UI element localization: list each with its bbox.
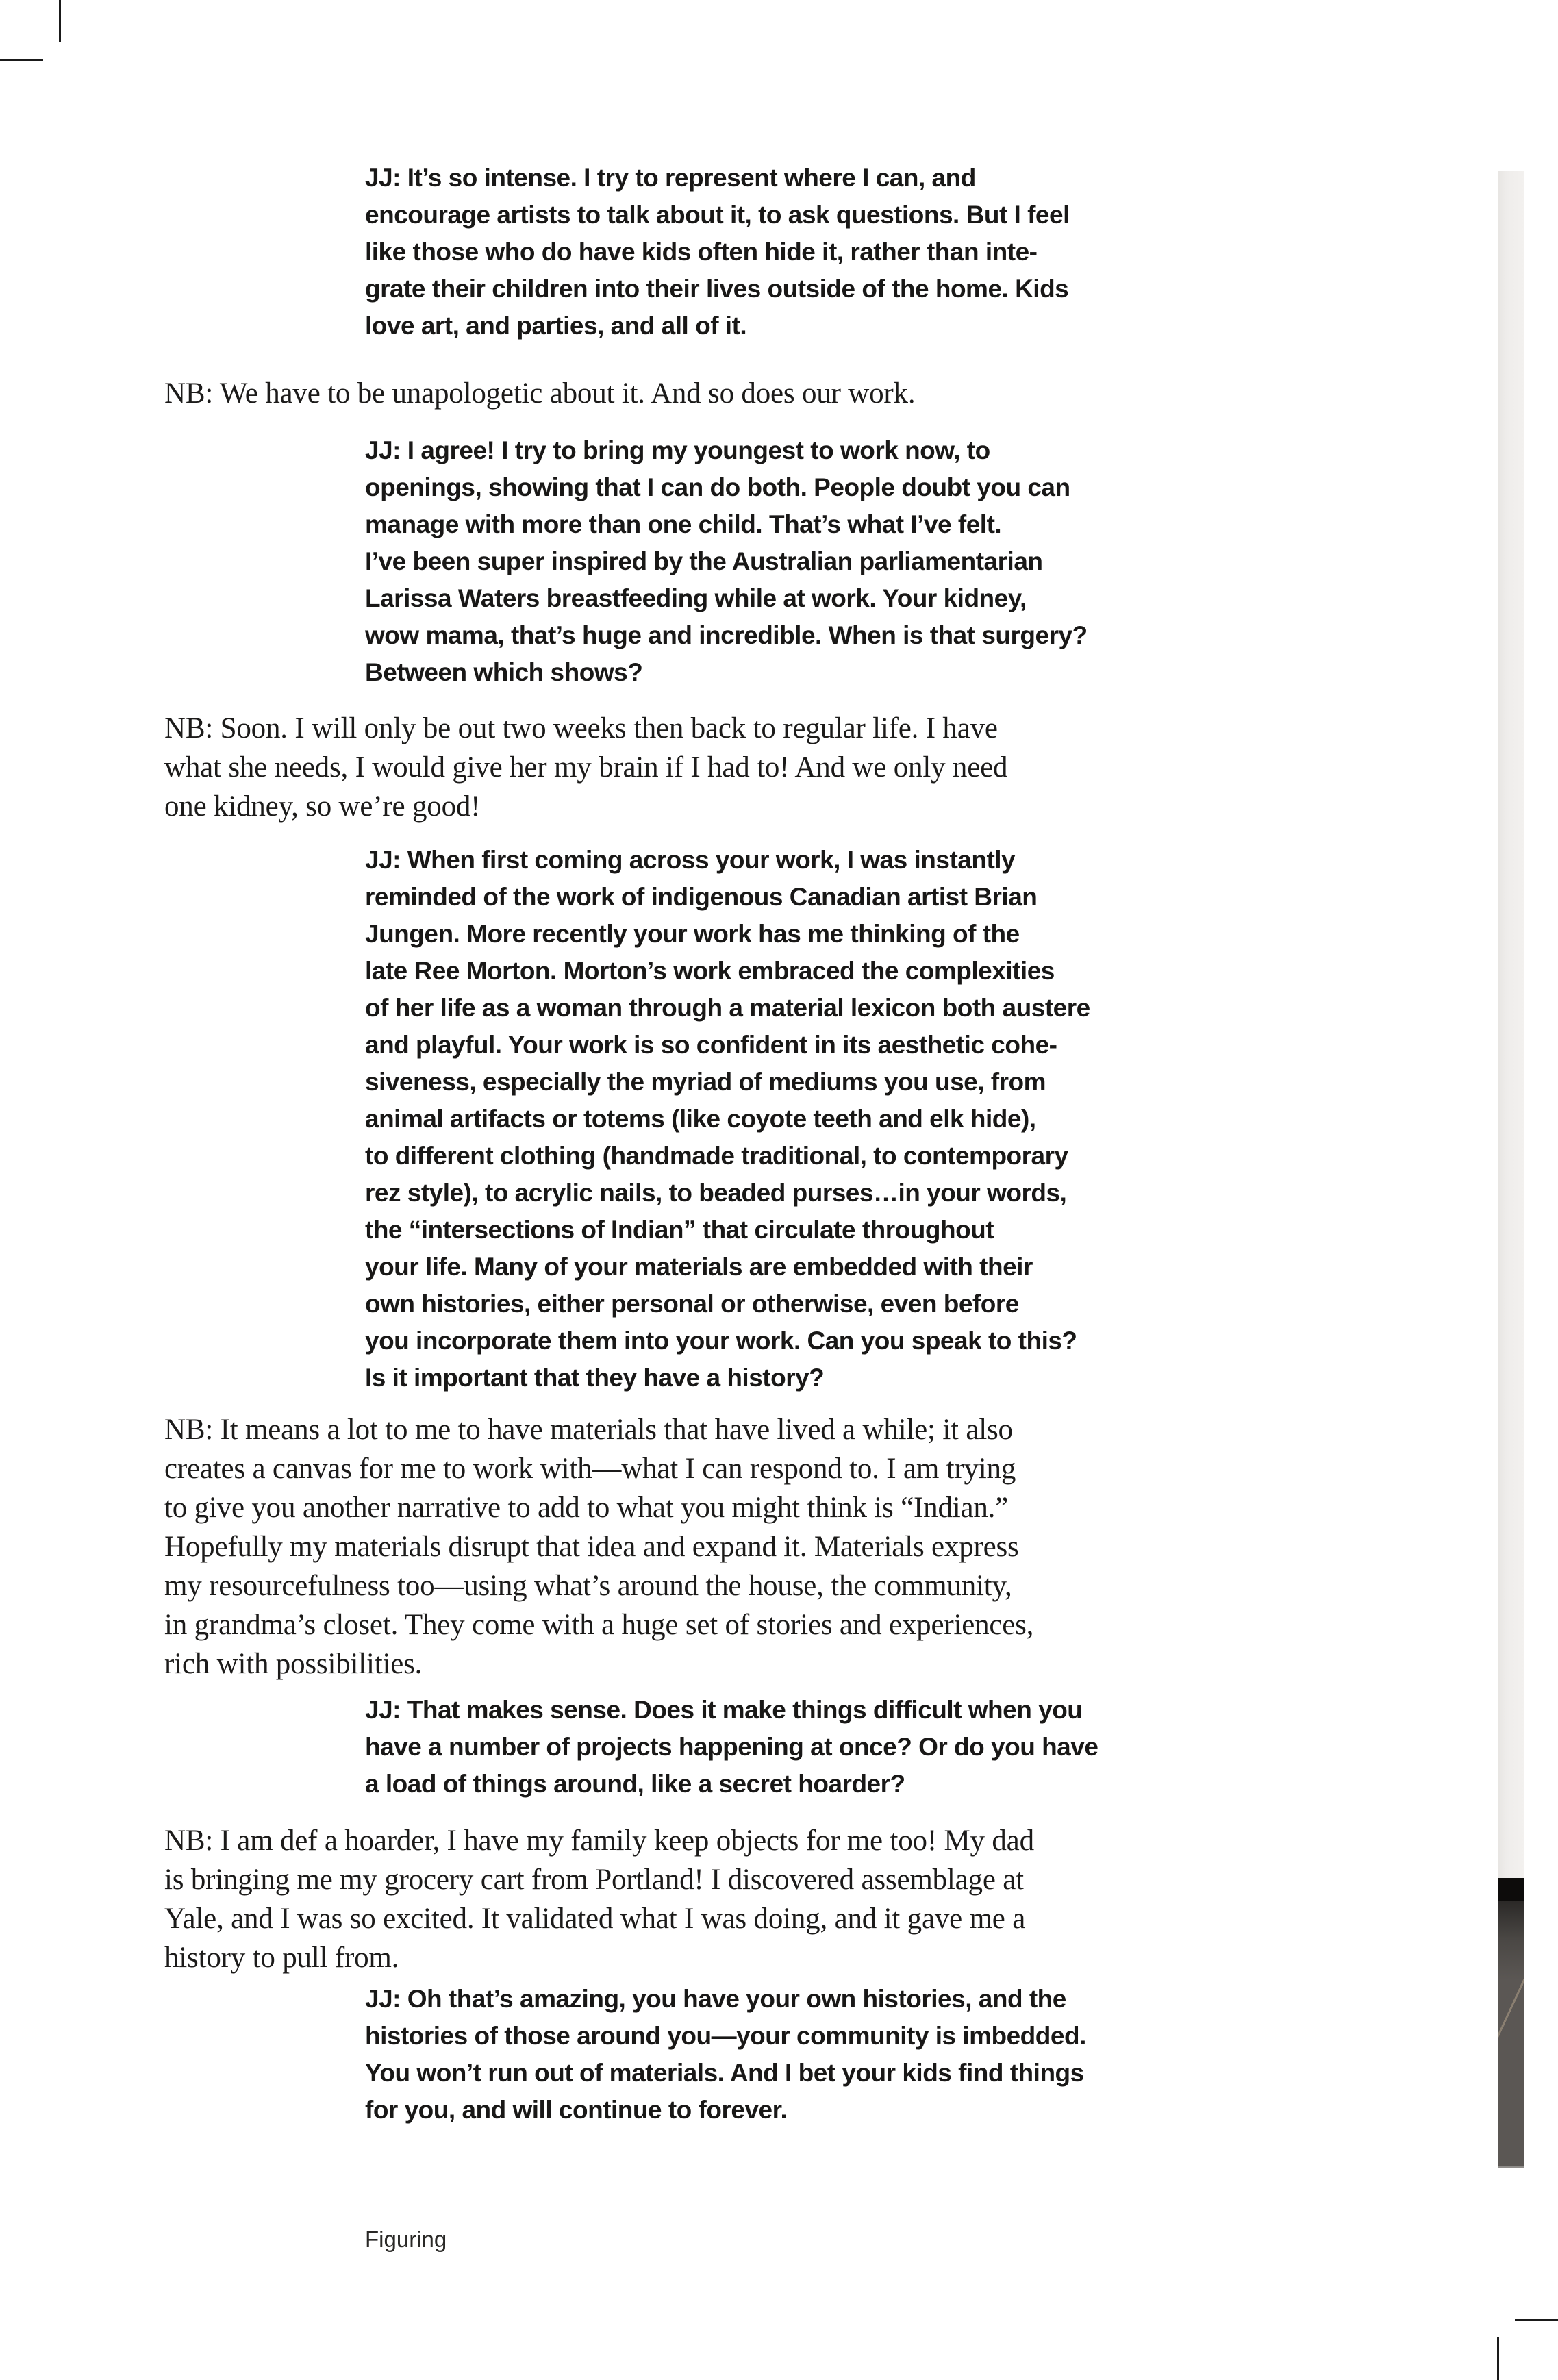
text-line: grate their children into their lives outside of the home. Kids [365, 275, 1069, 303]
text-line: JJ: When first coming across your work, I was instantly [365, 846, 1016, 874]
text-line: rich with possibilities. [164, 1648, 423, 1680]
dialogue-block-jj-0 [365, 160, 1192, 345]
text-line: one kidney, so we’re good! [164, 790, 481, 823]
text-line: a load of things around, like a secret hoarder? [365, 1770, 905, 1798]
interview-text-column [164, 160, 1192, 2129]
text-line: I’ve been super inspired by the Australian parliamentarian [365, 547, 1043, 575]
text-line: openings, showing that I can do both. People doubt you can [365, 473, 1070, 501]
next-page-edge-black-band [1498, 1878, 1524, 1901]
text-line: Jungen. More recently your work has me thinking of the [365, 920, 1020, 948]
text-line: have a number of projects happening at once? Or do you have [365, 1733, 1098, 1761]
dialogue-block-nb-7 [164, 1821, 1192, 1977]
text-line: Hopefully my materials disrupt that idea and expand it. Materials express [164, 1531, 1019, 1563]
text-line: of her life as a woman through a material lexicon both austere [365, 994, 1090, 1022]
dialogue-block-jj-8 [365, 1981, 1192, 2129]
dialogue-block-nb-1 [164, 374, 1192, 413]
text-line: Yale, and I was so excited. It validated what I was doing, and it gave me a [164, 1903, 1026, 1935]
trim-mark-bottom-right-vertical [1497, 2337, 1499, 2380]
text-line: like those who do have kids often hide it, rather than inte- [365, 238, 1038, 266]
text-line: animal artifacts or totems (like coyote teeth and elk hide), [365, 1105, 1036, 1133]
trim-mark-bottom-right-horizontal [1515, 2319, 1558, 2321]
text-line: own histories, either personal or otherwise, even before [365, 1290, 1019, 1318]
text-line: to different clothing (handmade traditional, to contemporary [365, 1142, 1068, 1170]
text-line: the “intersections of Indian” that circulate throughout [365, 1216, 994, 1244]
text-line: Is it important that they have a history? [365, 1364, 825, 1392]
text-line: Between which shows? [365, 658, 643, 686]
text-line: in grandma’s closet. They come with a huge set of stories and experiences, [164, 1609, 1034, 1641]
text-line: NB: We have to be unapologetic about it. And so does our work. [164, 377, 916, 410]
text-line: JJ: That makes sense. Does it make things difficult when you [365, 1696, 1083, 1724]
text-line: JJ: I agree! I try to bring my youngest to work now, to [365, 436, 990, 464]
text-line: love art, and parties, and all of it. [365, 312, 747, 340]
dialogue-block-nb-3 [164, 709, 1192, 826]
text-line: Larissa Waters breastfeeding while at work. Your kidney, [365, 584, 1027, 612]
footer-title: Figuring [365, 2227, 447, 2252]
text-line: NB: I am def a hoarder, I have my family keep objects for me too! My dad [164, 1825, 1034, 1857]
text-line: your life. Many of your materials are embedded with their [365, 1253, 1033, 1281]
text-line: my resourcefulness too—using what’s around the house, the community, [164, 1570, 1012, 1602]
text-line: NB: It means a lot to me to have materials that have lived a while; it also [164, 1414, 1013, 1446]
text-line: wow mama, that’s huge and incredible. When is that surgery? [365, 621, 1088, 649]
trim-mark-top-left-horizontal [0, 59, 43, 61]
text-line: JJ: It’s so intense. I try to represent where I can, and [365, 164, 976, 192]
text-line: is bringing me my grocery cart from Portland! I discovered assemblage at [164, 1864, 1024, 1896]
text-line: to give you another narrative to add to what you might think is “Indian.” [164, 1492, 1009, 1524]
text-line: histories of those around you—your community is imbedded. [365, 2022, 1086, 2050]
next-page-edge-photo-bleed [1498, 1901, 1524, 2168]
dialogue-block-jj-6 [365, 1692, 1192, 1803]
text-line: late Ree Morton. Morton’s work embraced the complexities [365, 957, 1055, 985]
text-line: what she needs, I would give her my brain if I had to! And we only need [164, 751, 1008, 784]
text-line: You won’t run out of materials. And I bet your kids find things [365, 2059, 1084, 2087]
dialogue-block-nb-5 [164, 1410, 1192, 1683]
text-line: history to pull from. [164, 1942, 399, 1974]
text-line: manage with more than one child. That’s what I’ve felt. [365, 510, 1002, 538]
text-line: creates a canvas for me to work with—what I can respond to. I am trying [164, 1453, 1016, 1485]
text-line: reminded of the work of indigenous Canadian artist Brian [365, 883, 1038, 911]
text-line: JJ: Oh that’s amazing, you have your own histories, and the [365, 1985, 1066, 2013]
text-line: rez style), to acrylic nails, to beaded purses…in your words, [365, 1179, 1067, 1207]
dialogue-block-jj-2 [365, 432, 1192, 691]
text-line: encourage artists to talk about it, to ask questions. But I feel [365, 201, 1070, 229]
text-line: NB: Soon. I will only be out two weeks then back to regular life. I have [164, 712, 998, 744]
next-page-edge-strip [1498, 171, 1524, 1878]
running-footer [365, 2226, 447, 2253]
text-line: siveness, especially the myriad of mediums you use, from [365, 1068, 1046, 1096]
dialogue-block-jj-4 [365, 842, 1192, 1396]
text-line: for you, and will continue to forever. [365, 2096, 788, 2124]
text-line: and playful. Your work is so confident in its aesthetic cohe- [365, 1031, 1057, 1059]
text-line: you incorporate them into your work. Can you speak to this? [365, 1327, 1077, 1355]
trim-mark-top-left-vertical [59, 0, 61, 42]
